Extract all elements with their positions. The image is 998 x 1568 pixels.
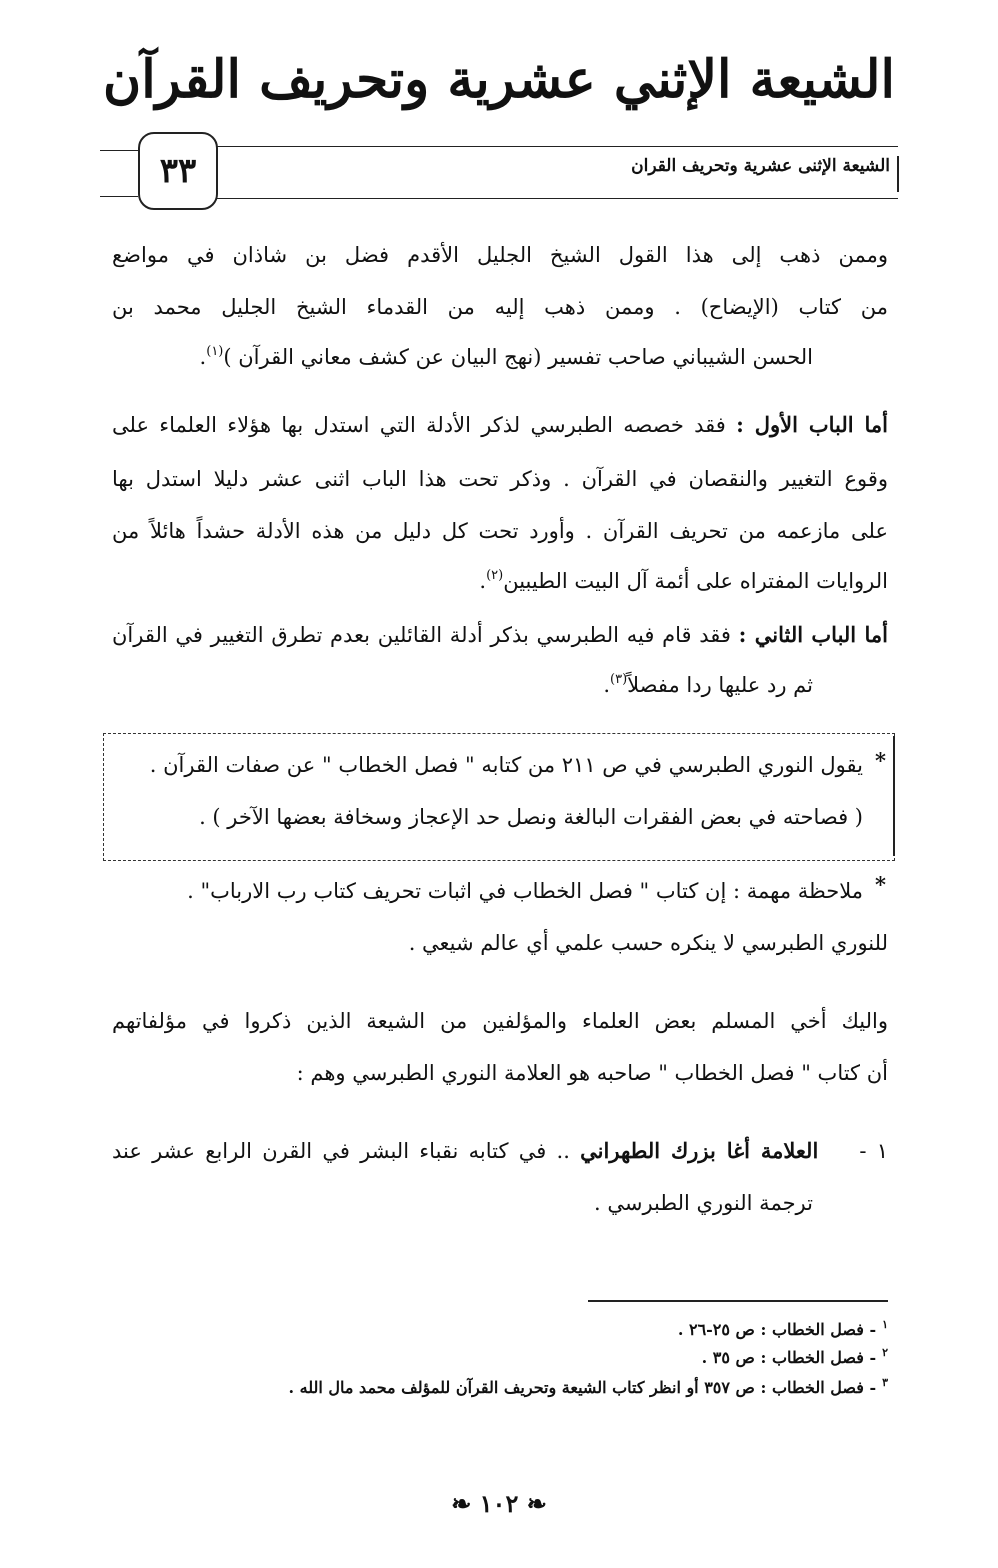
footnote-2-number: ٢ (882, 1346, 888, 1359)
footnote-2 (702, 1346, 888, 1372)
intro-line-3 (200, 340, 813, 378)
quote-star: * (875, 748, 886, 773)
chapter2-line-2-text: ثم رد عليها ردا مفصلاً (627, 673, 813, 697)
remark-line-1: ملاحظة مهمة : إن كتاب " فصل الخطاب في اثبات تحريف كتاب رب الارباب" . (187, 879, 863, 903)
footnote-1 (678, 1318, 888, 1344)
chapter1-line-4-end: . (479, 569, 487, 593)
header-rule-left-lower (100, 196, 138, 197)
chapter1-line-1-text: فقد خصصه الطبرسي لذكر الأدلة التي استدل بها هؤلاء العلماء على (112, 413, 726, 437)
chapter1-line-4-text: الروايات المفتراه على أئمة آل البيت الطيبين (503, 569, 888, 593)
footnote-3-text: - فصل الخطاب : ص ٣٥٧ أو انظر كتاب الشيعة وتحريف القرآن للمؤلف محمد مال الله . (288, 1378, 877, 1397)
footnote-2-text: - فصل الخطاب : ص ٣٥ . (701, 1348, 877, 1367)
page-title: الشيعة الإثني عشرية وتحريف القرآن (103, 49, 895, 110)
remark-star: * (875, 872, 886, 897)
footnote-rule (588, 1300, 888, 1302)
list-item-1 (112, 1134, 888, 1168)
ornament-right-icon: ❧ (526, 1489, 547, 1518)
quote-line-1: يقول النوري الطبرسي في ص ٢١١ من كتابه " فصل الخطاب " عن صفات القرآن . (149, 753, 863, 777)
footnote-3-number: ٣ (882, 1376, 888, 1389)
list-item-1-number: ١ - (859, 1139, 888, 1163)
chapter2-line-2 (603, 668, 813, 706)
footnote-3 (289, 1376, 889, 1402)
chapter2-line-2-end: . (603, 673, 610, 697)
header-rule-left (100, 150, 138, 151)
running-header-title: الشيعة الإثنى عشرية وتحريف القران (631, 156, 890, 176)
ornament-left-icon: ❧ (451, 1489, 472, 1518)
header-rule-right (214, 146, 898, 147)
page-footer (0, 1484, 998, 1524)
list-intro-line-1: واليك أخي المسلم بعض العلماء والمؤلفين من الشيعة الذين ذكروا في مؤلفاتهم (112, 1009, 888, 1033)
footnote-ref-2: (٢) (486, 568, 504, 583)
intro-line-1: وممن ذهب إلى هذا القول الشيخ الجليل الأقدم فضل بن شاذان في مواضع (112, 243, 888, 267)
remark-line-2: للنوري الطبرسي لا ينكره حسب علمي أي عالم شيعي . (408, 931, 888, 955)
list-item-1-text: .. في كتابه نقباء البشر في القرن الرابع عشر عند (112, 1139, 570, 1163)
intro-line-3-end: . (199, 345, 207, 369)
chapter1-line-1 (112, 408, 888, 442)
chapter2-label: أما الباب الثاني : (738, 622, 888, 647)
chapter1-label: أما الباب الأول : (736, 412, 888, 437)
list-item-1-name: العلامة أغا بزرك الطهراني (580, 1138, 819, 1163)
chapter2-line-1 (112, 618, 888, 652)
chapter1-line-4 (479, 564, 888, 602)
list-item-1-line-2: ترجمة النوري الطبرسي . (594, 1191, 813, 1215)
chapter1-line-3: على مازعمه من تحريف القرآن . وأورد تحت كل دليل من هذه الأدلة حشداً هائلاً من (112, 519, 888, 543)
running-page-number: ٣٣ (138, 132, 218, 210)
list-intro-line-2: أن كتاب " فصل الخطاب " صاحبه هو العلامة النوري الطبرسي وهم : (296, 1061, 888, 1085)
intro-line-2: من كتاب (الإيضاح) . وممن ذهب إليه من القدماء الشيخ الجليل محمد بن (112, 295, 888, 319)
footnote-1-number: ١ (882, 1318, 888, 1331)
intro-line-3-text: الحسن الشيباني صاحب تفسير (نهج البيان عن كشف معاني القرآن ) (223, 345, 813, 369)
footnote-ref-1: (١) (206, 344, 224, 359)
quote-line-2: ( فصاحته في بعض الفقرات البالغة ونصل حد الإعجاز وسخافة بعضها الآخر ) . (199, 805, 863, 829)
chapter2-line-1-text: فقد قام فيه الطبرسي بذكر أدلة القائلين بعدم تطرق التغيير في القرآن (112, 623, 731, 647)
page-number: ١٠٢ (479, 1489, 519, 1518)
header-rule-right-lower (214, 198, 898, 199)
header-tick (897, 156, 899, 192)
chapter1-line-2: وقوع التغيير والنقصان في القرآن . وذكر تحت هذا الباب اثنى عشر دليلا استدل بها (112, 467, 888, 491)
footnote-ref-3: (٣) (610, 672, 628, 687)
footnote-1-text: - فصل الخطاب : ص ٢٥-٢٦ . (677, 1320, 877, 1339)
quote-box-edge (893, 736, 895, 856)
